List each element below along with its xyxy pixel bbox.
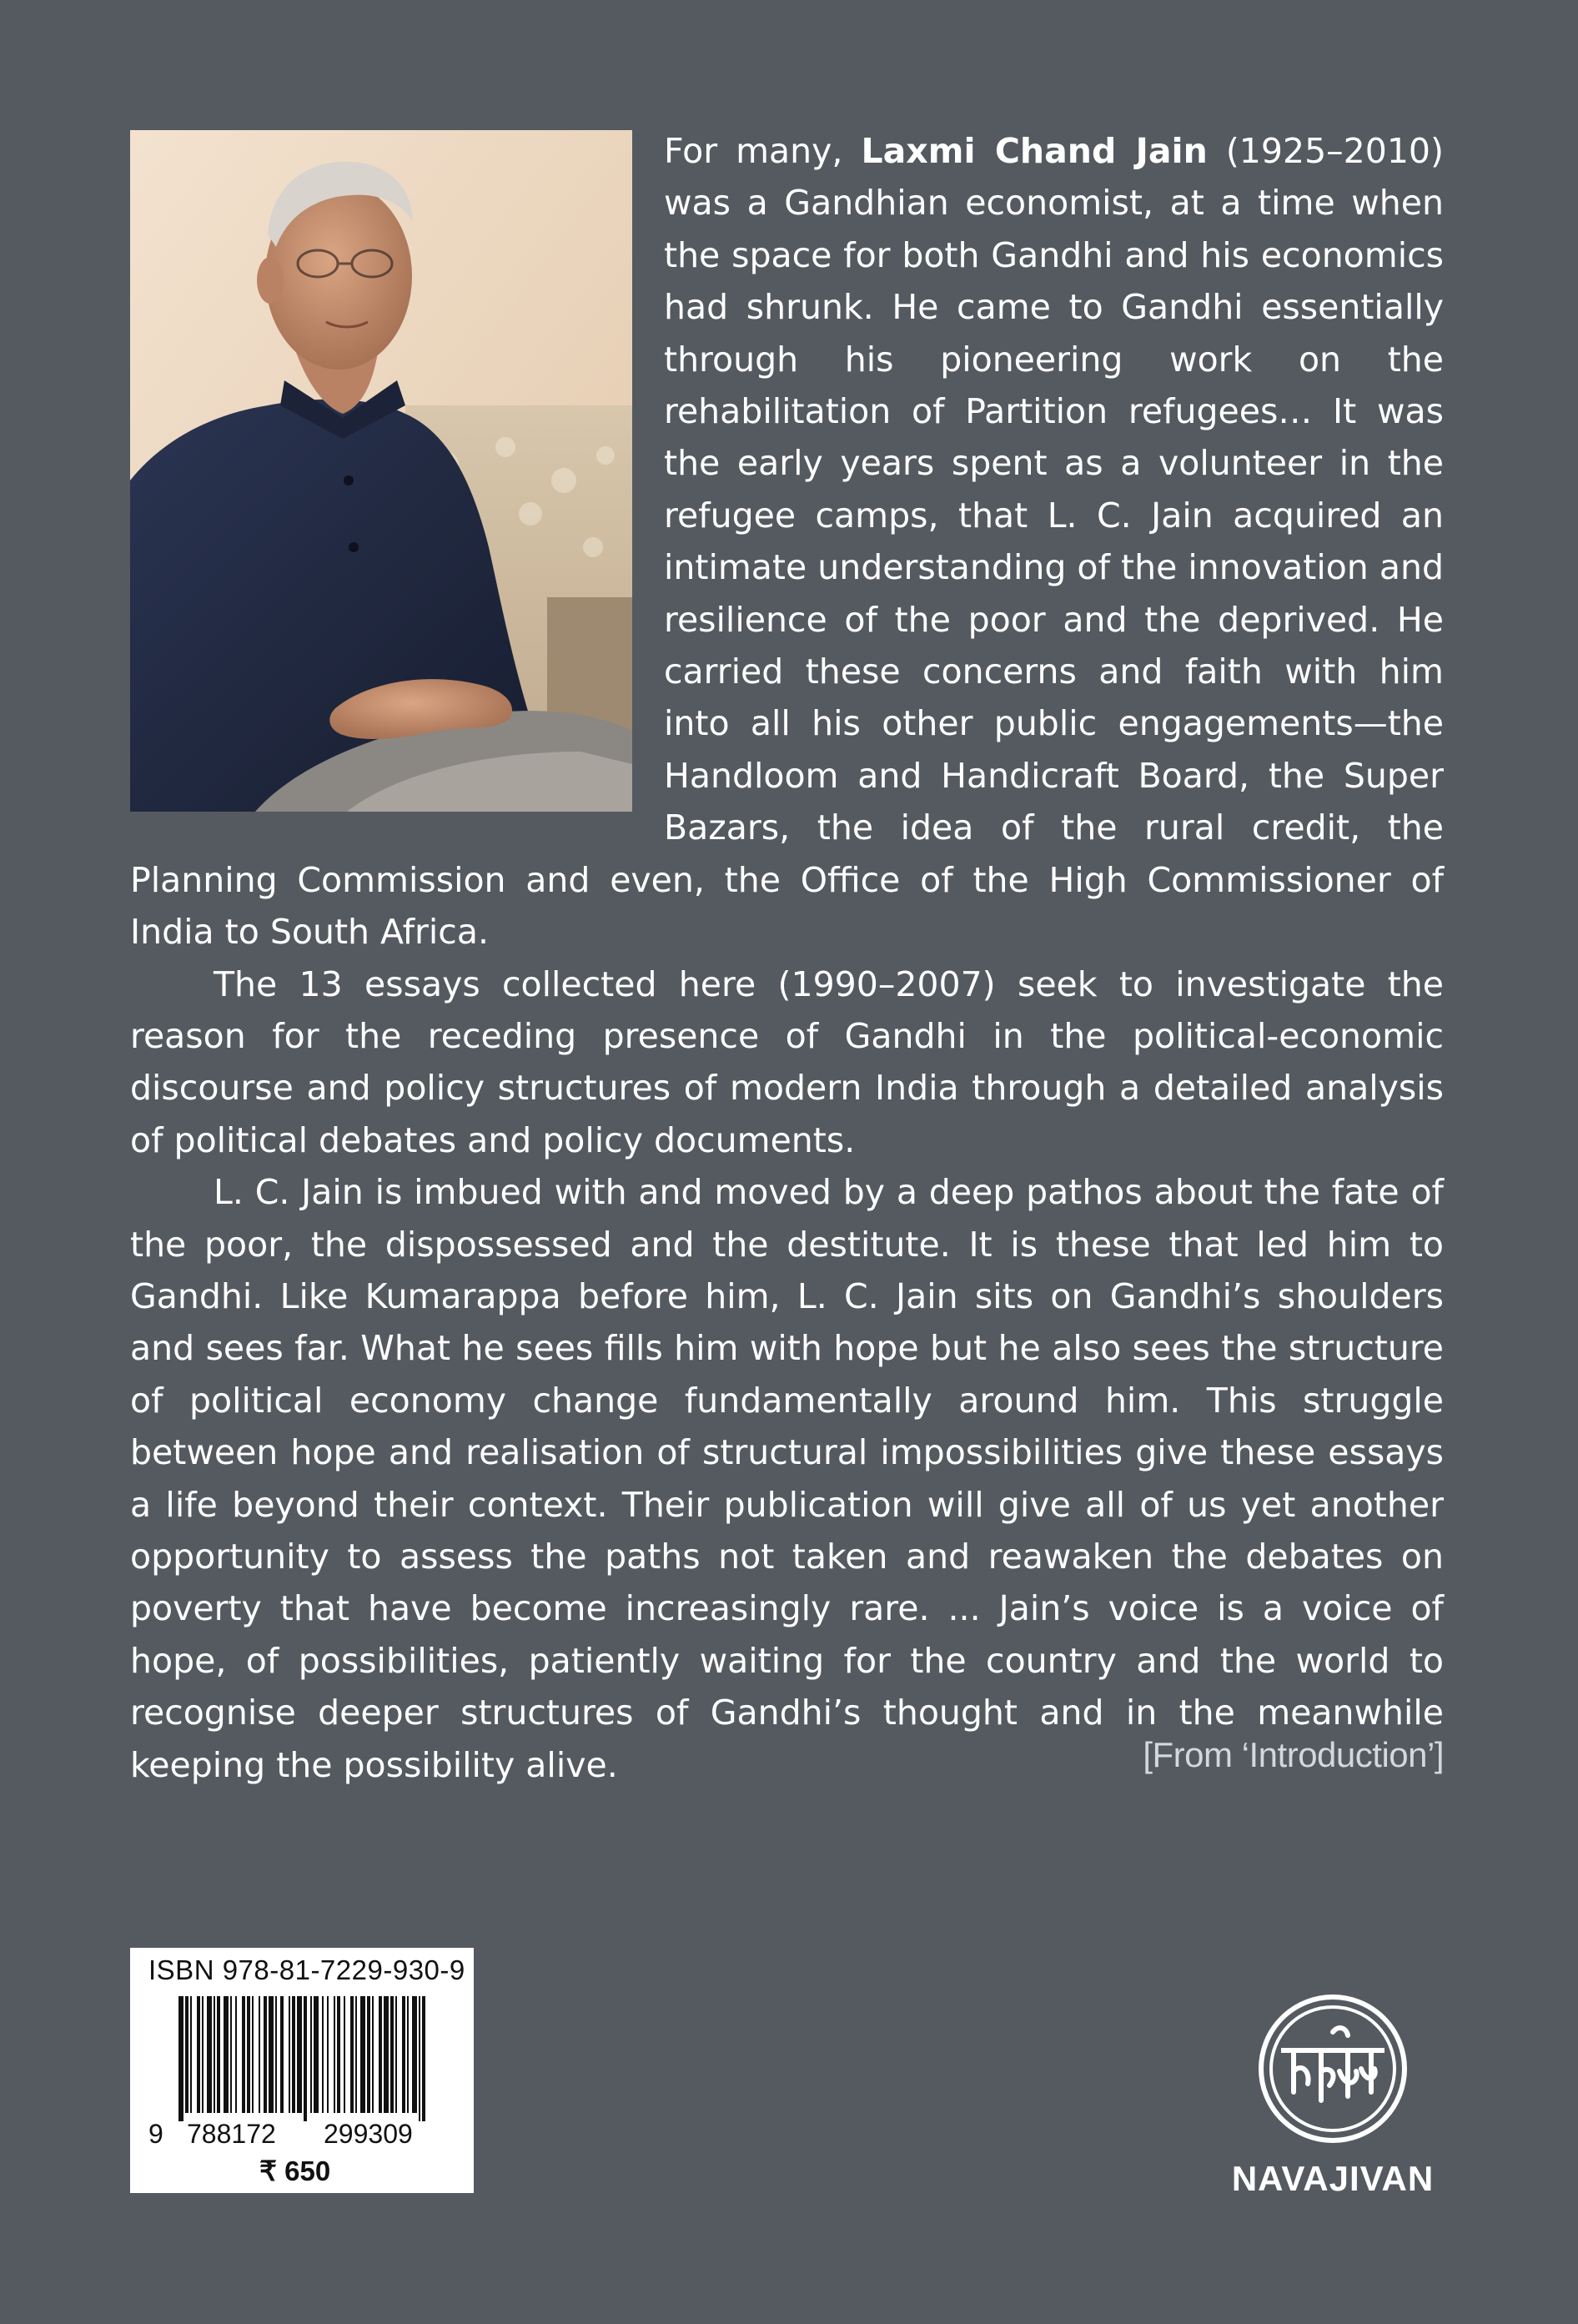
barcode-bar bbox=[334, 1996, 335, 2113]
barcode-bar bbox=[344, 1996, 345, 2113]
barcode-bar bbox=[269, 1996, 274, 2113]
barcode-bar bbox=[178, 1996, 183, 2121]
barcode-bar bbox=[275, 1996, 277, 2113]
barcode-bar bbox=[412, 1996, 417, 2113]
barcode-bar bbox=[355, 1996, 357, 2113]
barcode-bar bbox=[185, 1996, 188, 2113]
blurb-paragraph-3: L. C. Jain is imbued with and moved by a deep pathos about the fate of the poor, the dispossessed and the destitute. It is these that led him to Gandhi. Like Kumarappa before him, L. C. Jain sits on Gandhi’s shoulders and sees far. What he sees fills him with hope but he also sees the structure of political economy change fundamentally around him. This struggle between hope and realisation of structural impossibilities give these essays a life beyond their context. Their publication will give all of us yet another opportunity to assess the paths not taken and reawaken the debates on poverty that have become increasingly rare. ... Jain’s voice is a voice of hope, of possibilities, patiently waiting for the country and the world to recognise deeper structures of Gandhi’s thought and in the meanwhile keeping the possibility alive. bbox=[130, 1172, 1444, 1785]
barcode-bar bbox=[264, 1996, 267, 2113]
barcode-bar bbox=[289, 1996, 290, 2113]
barcode-bar bbox=[422, 1996, 425, 2121]
blurb-paragraph-1-body: (1925–2010) was a Gandhian economist, at a time when the space for both Gandhi and his economics had shrunk. He came to Gandhi essentially through his pioneering work on the rehabilitation of Partition refugees… It was the early years spent as a volunteer in the refugee camps, that L. C. Jain acquired an intimate understanding of the innovation and resilience of the poor and the deprived. He carried these concerns and faith with him into all his other public engagements—the Handloom and Handicraft Board, the Super Bazars, the idea of the rural credit, the Planning Commission and even, the Office of the High Commissioner of India to South Africa. bbox=[130, 131, 1444, 953]
barcode-bar bbox=[217, 1996, 220, 2113]
barcode-bar bbox=[297, 1996, 302, 2113]
barcode-bar bbox=[292, 1996, 295, 2113]
isbn-text: ISBN 978-81-7229-930-9 bbox=[148, 1954, 465, 1985]
barcode-bar bbox=[247, 1996, 250, 2113]
barcode-bar bbox=[314, 1996, 319, 2113]
price-tag: ₹ 650 bbox=[259, 2155, 331, 2186]
publisher-name: NAVAJIVAN bbox=[1231, 2159, 1435, 2198]
barcode-bar bbox=[372, 1996, 374, 2113]
barcode-bar bbox=[224, 1996, 229, 2113]
blurb-text bbox=[130, 125, 1444, 1791]
barcode-bar bbox=[235, 1996, 237, 2113]
quote-source: [From ‘Introduction’] bbox=[1143, 1735, 1444, 1774]
barcode-bar bbox=[310, 1996, 312, 2113]
barcode-digits-group-2: 299309 bbox=[324, 2119, 413, 2149]
barcode-bar bbox=[259, 1996, 260, 2113]
barcode-bar bbox=[407, 1996, 409, 2113]
barcode-bar bbox=[242, 1996, 245, 2113]
barcode-bar bbox=[390, 1996, 394, 2113]
barcode-bar bbox=[350, 1996, 354, 2113]
barcode-label bbox=[130, 1948, 474, 2193]
barcode-bar bbox=[280, 1996, 284, 2113]
barcode-bar bbox=[202, 1996, 204, 2113]
barcode-bar bbox=[197, 1996, 200, 2113]
barcode-bar bbox=[384, 1996, 389, 2113]
barcode-bar bbox=[402, 1996, 405, 2113]
barcode-bar bbox=[304, 1996, 307, 2121]
barcode-bar bbox=[214, 1996, 215, 2113]
barcode-bar bbox=[230, 1996, 232, 2113]
barcode-bar bbox=[360, 1996, 365, 2113]
barcode-bar bbox=[367, 1996, 370, 2113]
barcode-digits-group-1: 788172 bbox=[187, 2119, 276, 2149]
barcode-bar bbox=[252, 1996, 254, 2113]
blurb-paragraph-2: The 13 essays collected here (1990–2007) seek to investigate the reason for the receding presence of Gandhi in the political-economic discourse and policy structures of modern India through a detailed analysis of political debates and policy documents. bbox=[130, 963, 1444, 1160]
barcode-bar bbox=[327, 1996, 329, 2113]
barcode-bar bbox=[322, 1996, 324, 2113]
barcode-bar bbox=[395, 1996, 397, 2113]
photo-spacer bbox=[130, 125, 664, 817]
barcode-bar bbox=[419, 1996, 420, 2121]
author-name: Laxmi Chand Jain bbox=[861, 131, 1208, 171]
navajivan-logo-icon bbox=[1256, 1992, 1410, 2145]
barcode-digit-lead: 9 bbox=[148, 2119, 163, 2149]
blurb-intro: For many, bbox=[664, 131, 862, 171]
barcode-bar bbox=[207, 1996, 212, 2113]
barcode-bar bbox=[190, 1996, 192, 2113]
barcode-bar bbox=[337, 1996, 340, 2113]
barcode-bar bbox=[379, 1996, 382, 2113]
